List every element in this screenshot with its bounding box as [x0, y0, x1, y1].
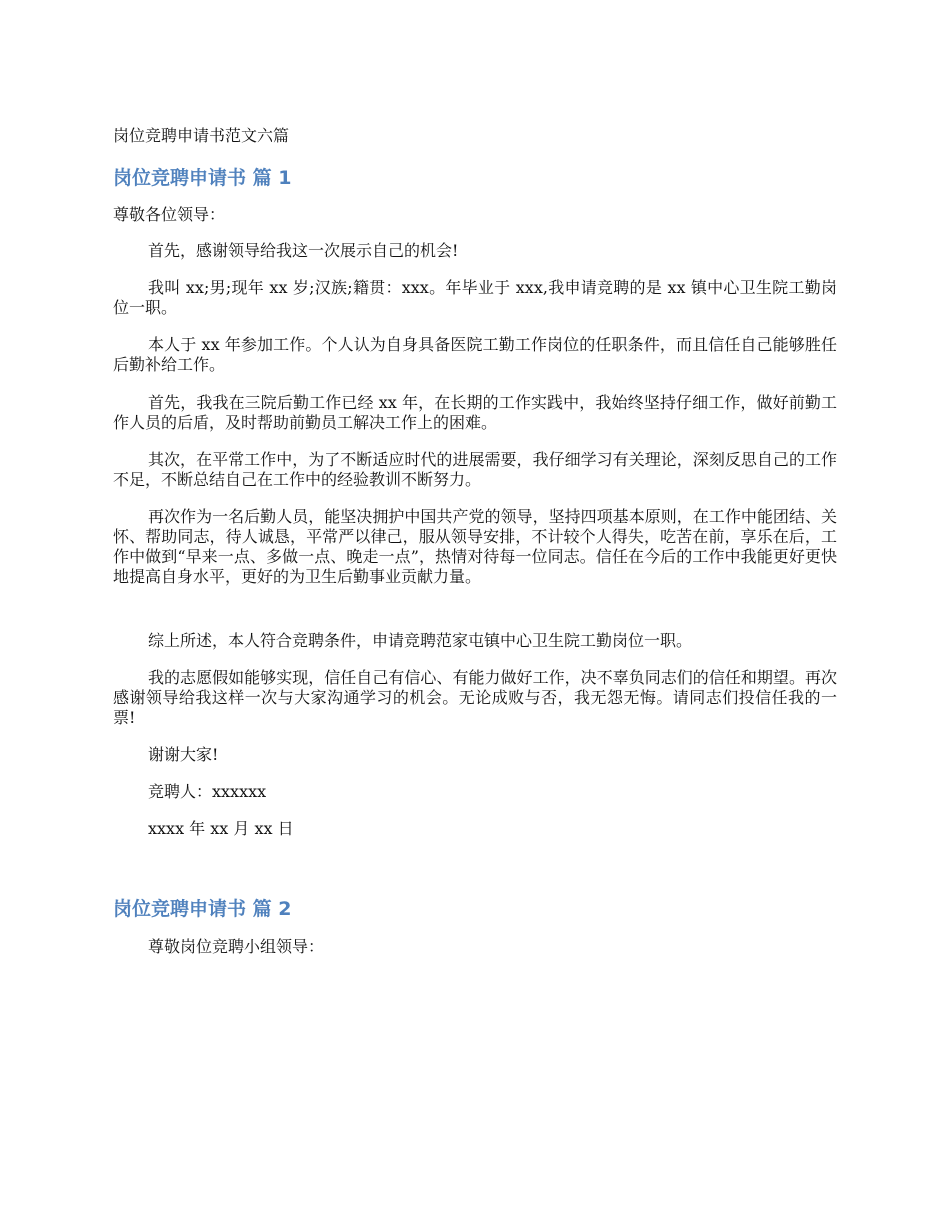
paragraph: 其次，在平常工作中，为了不断适应时代的进展需要，我仔细学习有关理论，深刻反思自己的工作不足，不断总结自己在工作中的经验教训不断努力。: [113, 450, 837, 489]
section-heading-1: 岗位竞聘申请书 篇 1: [113, 167, 292, 189]
date-line: xxxx 年 xx 月 xx 日: [148, 819, 294, 838]
paragraph: 首先，我我在三院后勤工作已经 xx 年，在长期的工作实践中，我始终坚持仔细工作，做好前勤工作人员的后盾，及时帮助前勤员工解决工作上的困难。: [113, 393, 837, 432]
paragraph: 再次作为一名后勤人员，能坚决拥护中国共产党的领导，坚持四项基本原则，在工作中能团结、关怀、帮助同志，待人诚恳，平常严以律己，服从领导安排，不计较个人得失，吃苦在前，享乐在后，工作中做到“早来一点、多做一点、晚走一点”，热情对待每一位同志。信任在今后的工作中我能更好更快地提高自身水平，更好的为卫生后勤事业贡献力量。: [113, 507, 837, 586]
paragraph: 本人于 xx 年参加工作。个人认为自身具备医院工勤工作岗位的任职条件，而且信任自己能够胜任后勤补给工作。: [113, 335, 837, 374]
section-heading-2: 岗位竞聘申请书 篇 2: [113, 898, 292, 920]
salutation-2: 尊敬岗位竞聘小组领导：: [148, 937, 325, 956]
paragraph: 首先，感谢领导给我这一次展示自己的机会!: [148, 241, 459, 260]
document-title: 岗位竞聘申请书范文六篇: [113, 126, 290, 145]
salutation: 尊敬各位领导：: [113, 205, 226, 224]
paragraph: 我的志愿假如能够实现，信任自己有信心、有能力做好工作，决不辜负同志们的信任和期望。再次感谢领导给我这样一次与大家沟通学习的机会。无论成败与否，我无怨无悔。请同志们投信任我的一票!: [113, 668, 837, 727]
applicant-signature: 竞聘人：xxxxxx: [148, 782, 267, 801]
paragraph: 我叫 xx;男;现年 xx 岁;汉族;籍贯：xxx。年毕业于 xxx,我申请竞聘的是 xx 镇中心卫生院工勤岗位一职。: [113, 278, 837, 317]
closing-thanks: 谢谢大家!: [148, 745, 219, 764]
paragraph: 综上所述，本人符合竞聘条件，申请竞聘范家屯镇中心卫生院工勤岗位一职。: [148, 631, 693, 650]
